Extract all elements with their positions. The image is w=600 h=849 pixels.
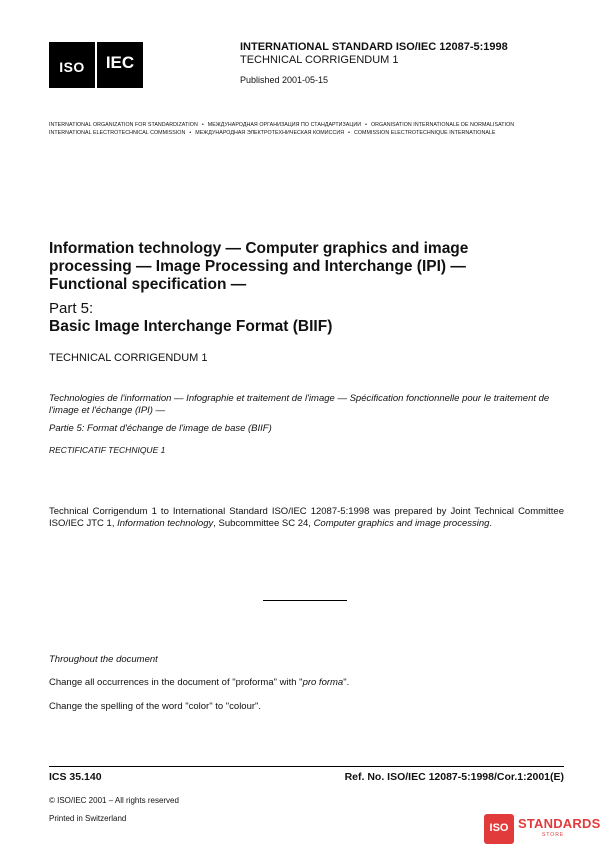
printed-in: Printed in Switzerland	[49, 814, 127, 823]
body-italic-2: Computer graphics and image processing	[313, 518, 490, 529]
ics-code: ICS 35.140	[49, 771, 102, 783]
body-text: Technical Corrigendum 1 to International Standard ISO/IEC 12087-5:1998 was prepared by Joint Technical Committee ISO/IEC JTC 1,	[49, 506, 564, 529]
body-text-mid: , Subcommittee SC 24,	[213, 518, 314, 529]
store-iso-text: ISO	[489, 822, 509, 834]
divider	[263, 600, 347, 601]
body-paragraph	[49, 506, 564, 530]
part-title: Basic Image Interchange Format (BIIF)	[49, 318, 333, 335]
org-line-1	[49, 122, 563, 128]
footer-rule	[49, 766, 564, 767]
iso-logo-text: ISO	[59, 59, 85, 75]
copyright: © ISO/IEC 2001 – All rights reserved	[49, 796, 179, 805]
org-iec-ru: МЕЖДУНАРОДНАЯ ЭЛЕКТРОТЕХНИЧЕСКАЯ КОМИССИЯ	[195, 130, 345, 136]
iec-logo	[97, 42, 143, 88]
technical-corrigendum-label: TECHNICAL CORRIGENDUM 1	[49, 352, 208, 364]
reference-number: Ref. No. ISO/IEC 12087-5:1998/Cor.1:2001(E)	[344, 771, 564, 783]
store-word: STANDARDS	[518, 816, 600, 831]
main-title: Information technology — Computer graphics and image processing — Image Processing and Interchange (IPI) — Functional specification —	[49, 240, 469, 293]
change-1-italic: pro forma	[302, 677, 344, 688]
change-item-1	[49, 677, 349, 688]
iso-logo	[49, 42, 95, 88]
change-item-2: Change the spelling of the word "color" to "colour".	[49, 701, 262, 712]
change-1-pre: Change all occurrences in the document of "proforma" with "	[49, 677, 303, 688]
org-iec-en: INTERNATIONAL ELECTROTECHNICAL COMMISSION	[49, 130, 186, 136]
org-iso-ru: МЕЖДУНАРОДНАЯ ОРГАНИЗАЦИЯ ПО СТАНДАРТИЗАЦИИ	[207, 122, 362, 128]
org-iso-en: INTERNATIONAL ORGANIZATION FOR STANDARDIZATION	[49, 122, 198, 128]
standards-store-badge[interactable]	[484, 814, 600, 844]
body-text-end: .	[489, 518, 493, 529]
bullet: •	[348, 130, 350, 136]
bullet: •	[189, 130, 192, 136]
org-line-2	[49, 130, 563, 136]
part-label: Part 5:	[49, 300, 94, 317]
bullet: •	[365, 122, 367, 128]
french-corrigendum-label: RECTIFICATIF TECHNIQUE 1	[49, 445, 166, 455]
french-part-title: Partie 5: Format d'échange de l'image de base (BIIF)	[49, 423, 272, 434]
body-italic-1: Information technology	[117, 518, 214, 529]
store-iso-icon	[484, 814, 514, 844]
standard-title: INTERNATIONAL STANDARD ISO/IEC 12087-5:1998	[240, 41, 508, 53]
iec-logo-text: IEC	[105, 53, 135, 72]
bullet: •	[201, 122, 204, 128]
store-small: STORE	[542, 832, 565, 838]
published-date: Published 2001-05-15	[240, 75, 329, 85]
change-1-post: ".	[343, 677, 350, 688]
corrigendum-subtitle: TECHNICAL CORRIGENDUM 1	[240, 54, 399, 66]
org-iso-fr: ORGANISATION INTERNATIONALE DE NORMALISATION	[370, 122, 515, 128]
changes-heading: Throughout the document	[49, 654, 158, 665]
french-title: Technologies de l'information — Infographie et traitement de l'image — Spécification fonctionnelle pour le traitement de l'image et l'échange (IPI) —	[49, 393, 550, 416]
org-iec-fr: COMMISSION ELECTROTECHNIQUE INTERNATIONALE	[353, 130, 496, 136]
